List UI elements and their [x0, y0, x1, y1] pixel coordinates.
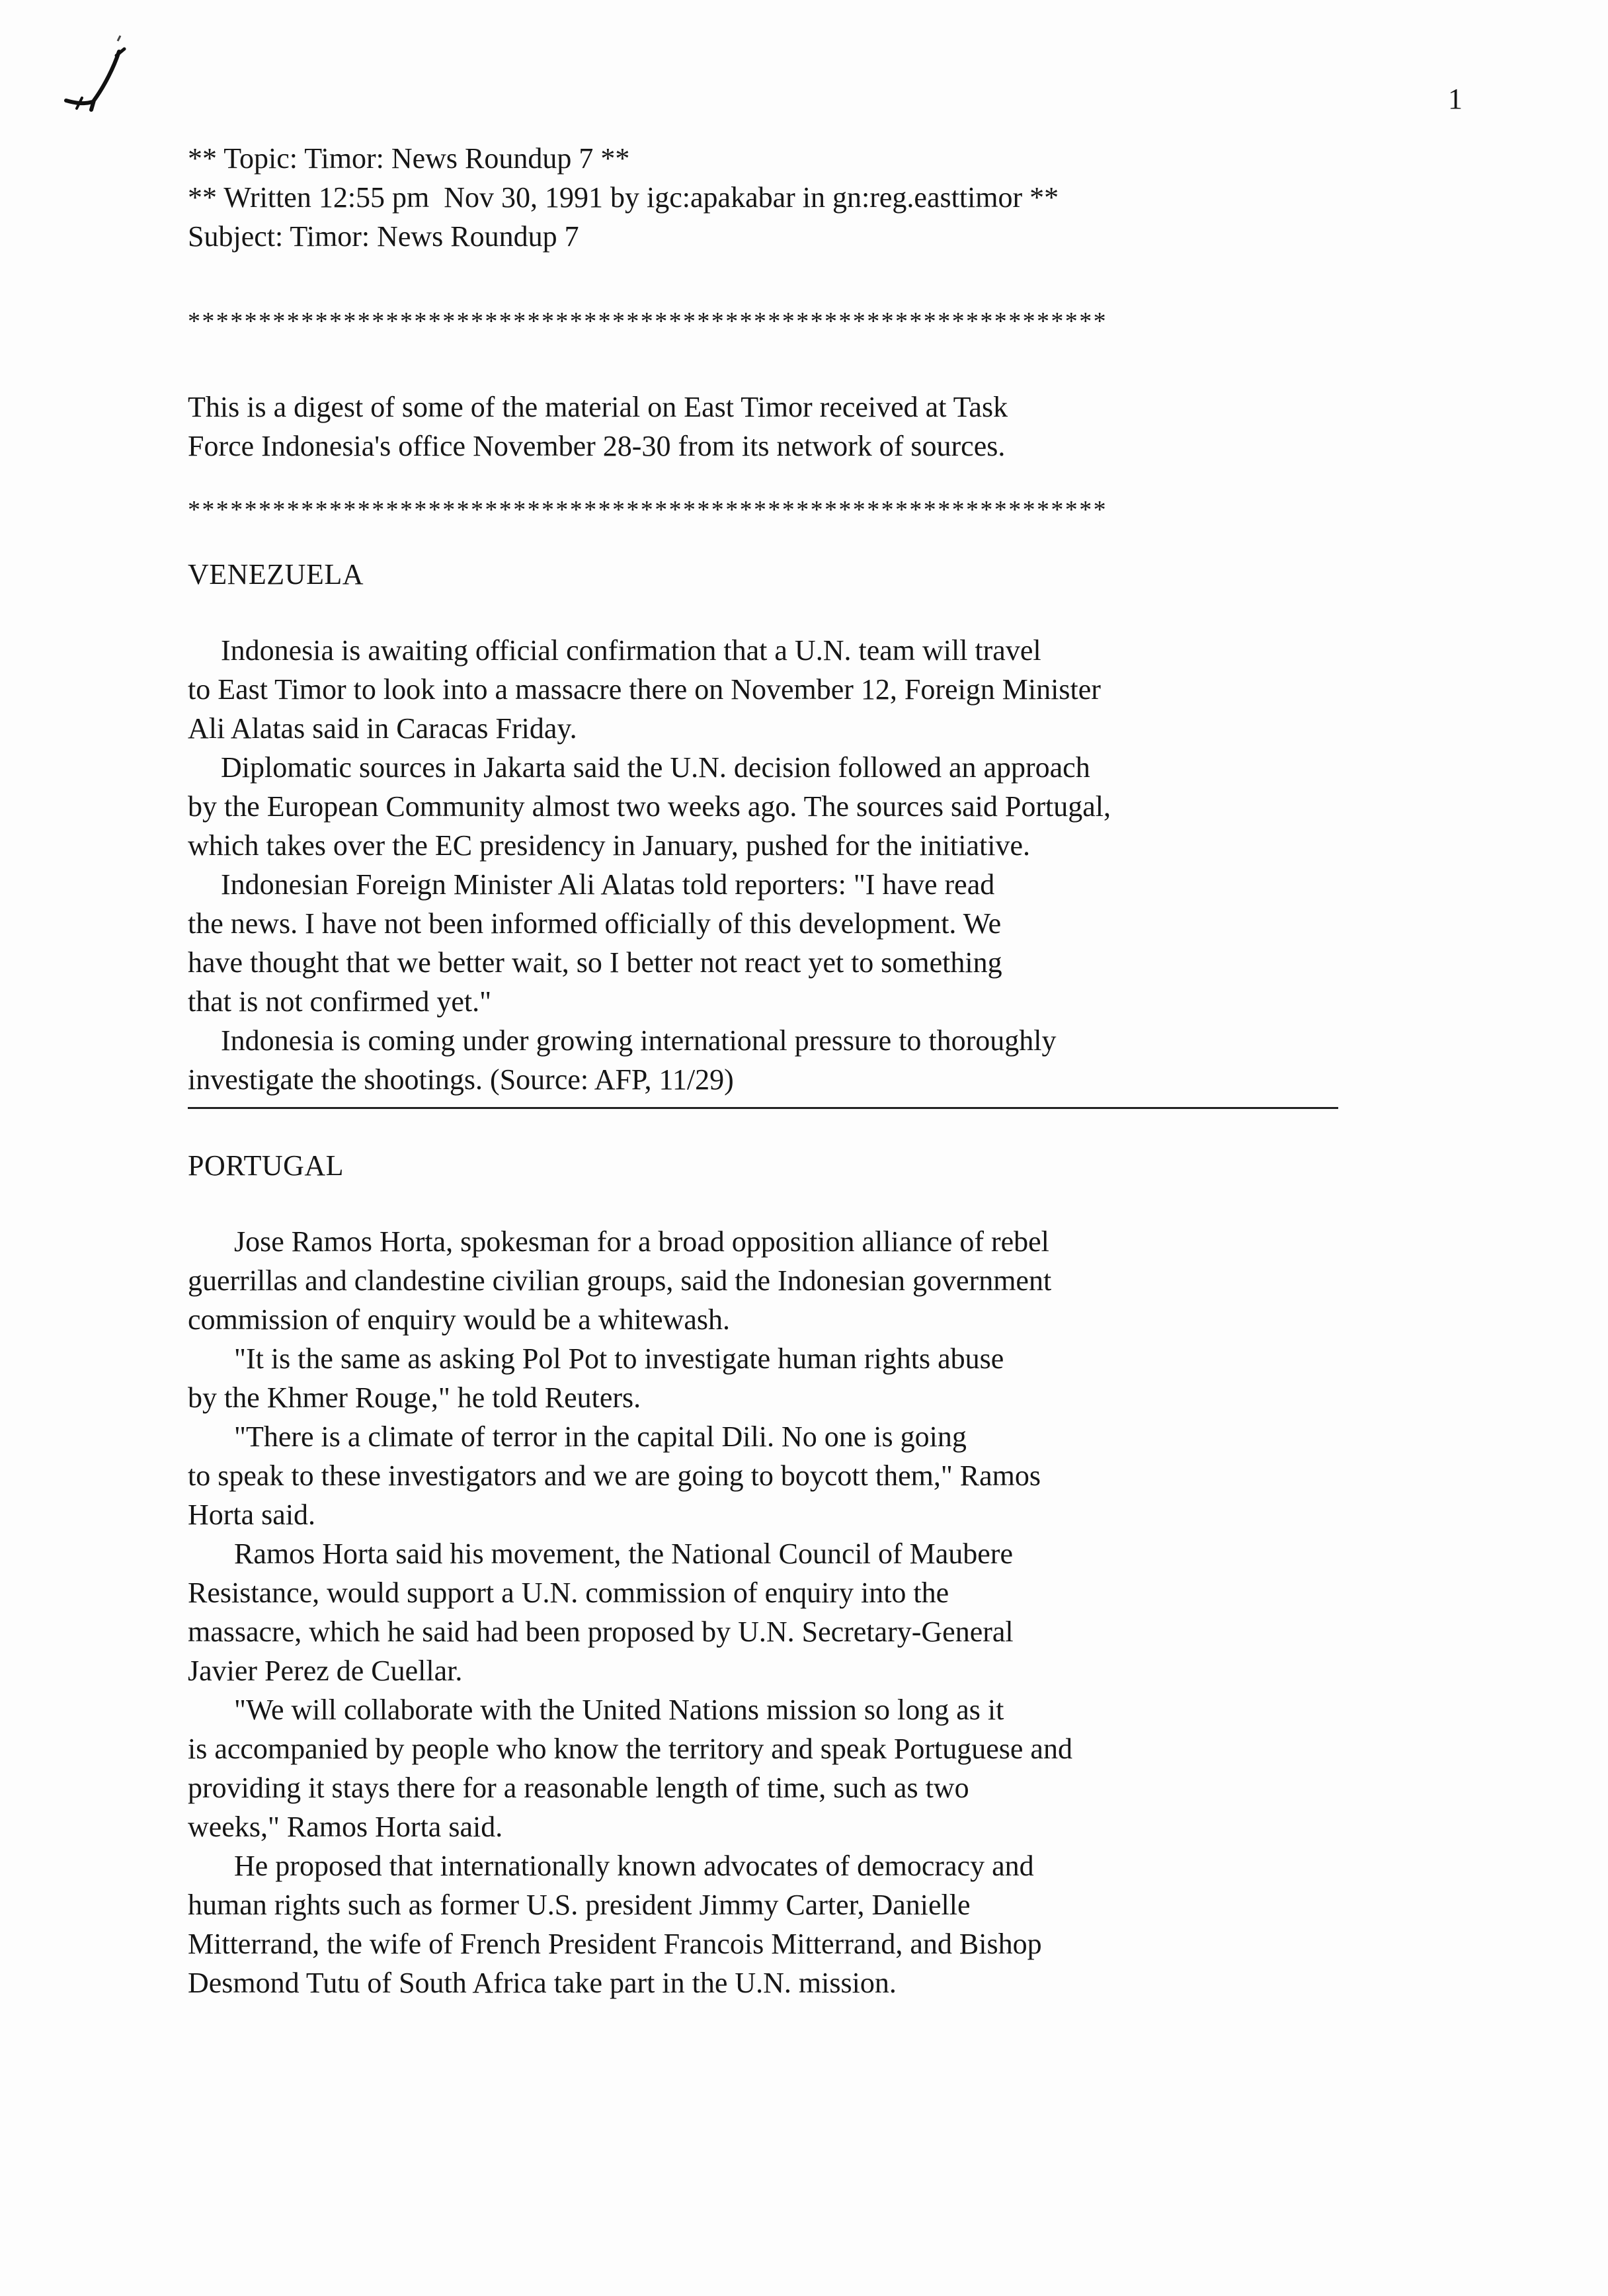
article-line: providing it stays there for a reasonable length of time, such as two — [188, 1772, 969, 1804]
intro-line: Force Indonesia's office November 28-30 from its network of sources. — [188, 430, 1006, 462]
article-line: the news. I have not been informed officially of this development. We — [188, 907, 1002, 940]
article-line: is accompanied by people who know the territory and speak Portuguese and — [188, 1733, 1072, 1765]
article-line: weeks," Ramos Horta said. — [188, 1811, 503, 1843]
article-line: massacre, which he said had been proposed by U.N. Secretary-General — [188, 1616, 1014, 1648]
article-line: Indonesia is coming under growing international pressure to thoroughly — [221, 1024, 1057, 1057]
article-line: by the Khmer Rouge," he told Reuters. — [188, 1381, 641, 1414]
article-line: Resistance, would support a U.N. commission of enquiry into the — [188, 1577, 949, 1609]
article-line: human rights such as former U.S. president Jimmy Carter, Danielle — [188, 1889, 971, 1921]
article-line: investigate the shootings. (Source: AFP, 11/29) — [188, 1063, 734, 1096]
article-line: Desmond Tutu of South Africa take part in the U.N. mission. — [188, 1967, 897, 1999]
article-line: Ali Alatas said in Caracas Friday. — [188, 712, 577, 745]
page-number: 1 — [1448, 83, 1463, 115]
article-line: Javier Perez de Cuellar. — [188, 1655, 463, 1687]
article-line: to speak to these investigators and we are going to boycott them," Ramos — [188, 1459, 1041, 1492]
article-line: by the European Community almost two weeks ago. The sources said Portugal, — [188, 790, 1111, 823]
separator-top: ***************************************************************** — [188, 308, 1107, 335]
document-body — [188, 139, 1484, 2002]
article-line: that is not confirmed yet." — [188, 985, 492, 1018]
article-line: Ramos Horta said his movement, the National Council of Maubere — [234, 1538, 1013, 1570]
article-line: "It is the same as asking Pol Pot to investigate human rights abuse — [234, 1342, 1004, 1375]
portugal-article — [188, 1222, 1484, 2002]
article-line: commission of enquiry would be a whitewash. — [188, 1303, 730, 1336]
pen-mark-icon — [40, 26, 139, 112]
article-line: guerrillas and clandestine civilian groups, said the Indonesian government — [188, 1264, 1052, 1297]
intro-paragraph — [188, 388, 1484, 466]
article-line: "We will collaborate with the United Nations mission so long as it — [234, 1694, 1004, 1726]
section-heading-venezuela: VENEZUELA — [188, 558, 364, 591]
article-line: He proposed that internationally known advocates of democracy and — [234, 1850, 1034, 1882]
message-header — [188, 139, 1484, 256]
article-line: Indonesian Foreign Minister Ali Alatas told reporters: "I have read — [221, 868, 995, 901]
subject-line: Subject: Timor: News Roundup 7 — [188, 220, 579, 253]
article-line: Horta said. — [188, 1498, 316, 1531]
article-line: "There is a climate of terror in the capital Dili. No one is going — [234, 1420, 967, 1453]
separator-bottom: ***************************************************************** — [188, 496, 1107, 524]
article-line: which takes over the EC presidency in January, pushed for the initiative. — [188, 829, 1031, 862]
article-line: to East Timor to look into a massacre there on November 12, Foreign Minister — [188, 673, 1101, 706]
topic-line: ** Topic: Timor: News Roundup 7 ** — [188, 142, 630, 175]
written-line: ** Written 12:55 pm Nov 30, 1991 by igc:apakabar in gn:reg.easttimor ** — [188, 181, 1059, 214]
venezuela-article — [188, 631, 1484, 1099]
article-line: Mitterrand, the wife of French President Francois Mitterrand, and Bishop — [188, 1928, 1042, 1960]
article-line: have thought that we better wait, so I better not react yet to something — [188, 946, 1002, 979]
article-line: Indonesia is awaiting official confirmation that a U.N. team will travel — [221, 634, 1041, 667]
article-line: Jose Ramos Horta, spokesman for a broad opposition alliance of rebel — [234, 1225, 1049, 1258]
article-line: Diplomatic sources in Jakarta said the U.N. decision followed an approach — [221, 751, 1090, 784]
section-heading-portugal: PORTUGAL — [188, 1149, 344, 1182]
intro-line: This is a digest of some of the material on East Timor received at Task — [188, 391, 1008, 423]
